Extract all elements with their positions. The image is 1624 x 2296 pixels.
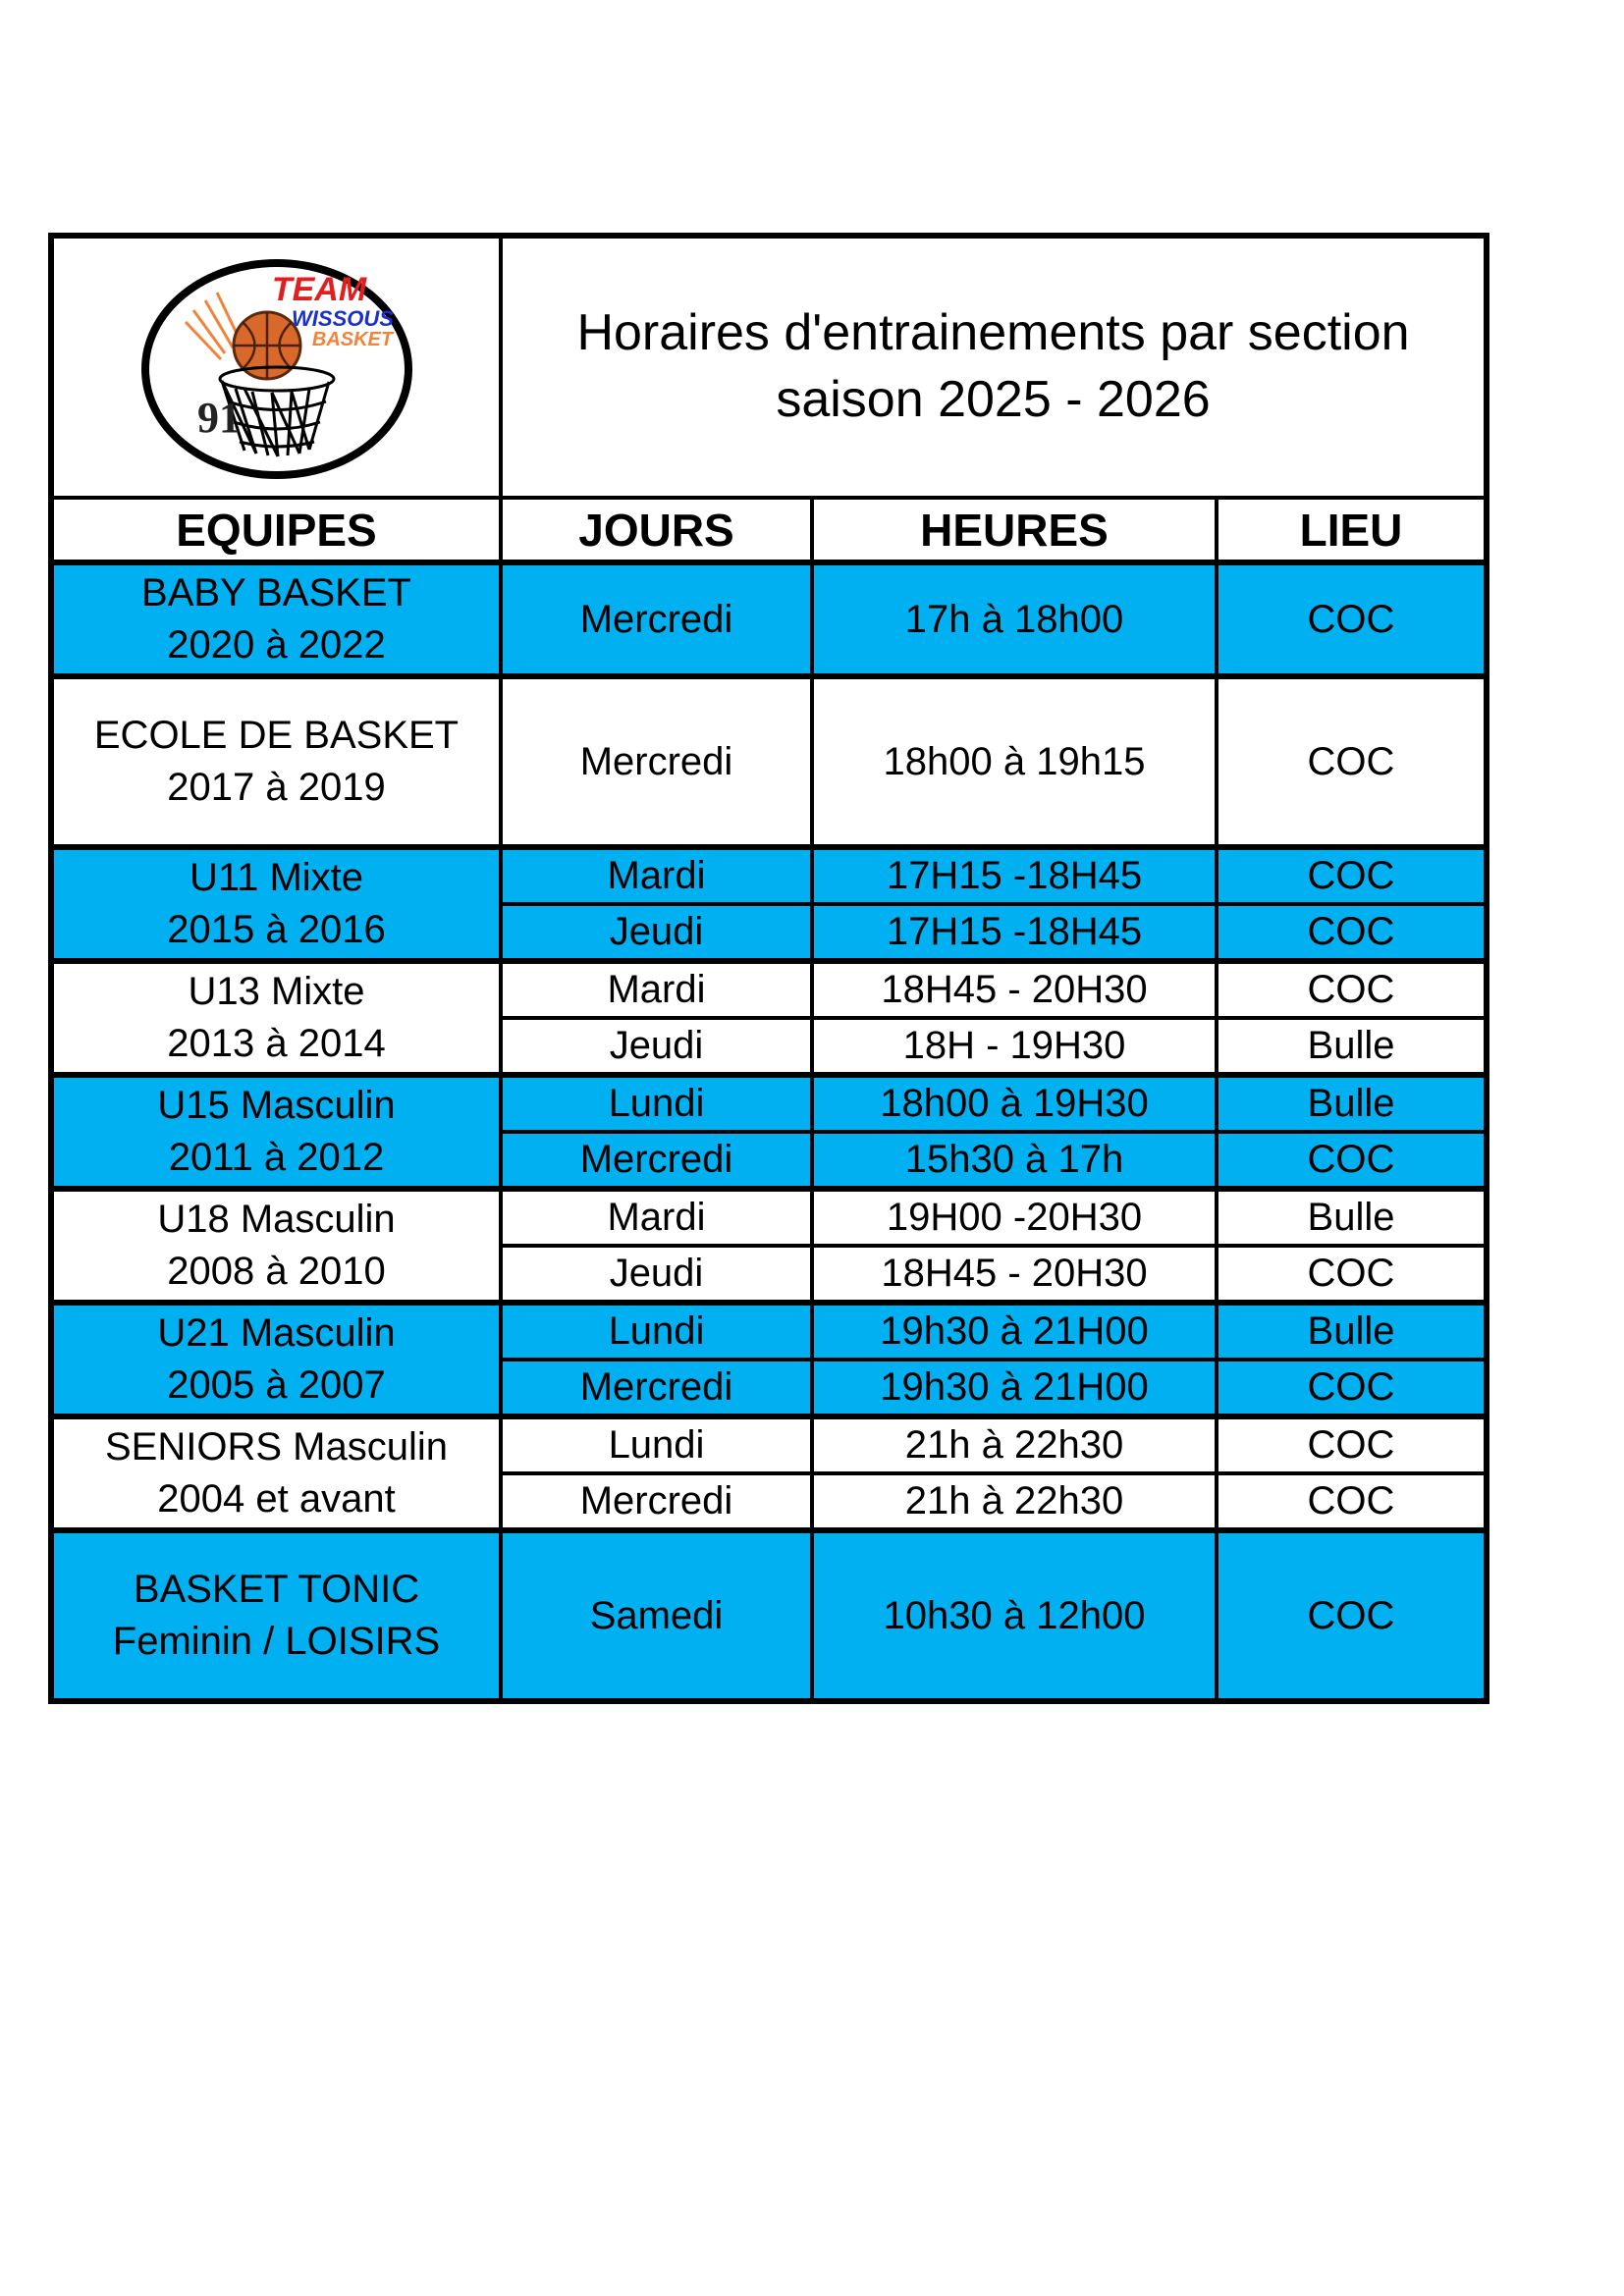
place-cell: COC	[1217, 961, 1487, 1018]
hours-cell: 18h00 à 19H30	[812, 1075, 1217, 1132]
team-years: 2008 à 2010	[167, 1250, 386, 1293]
title-cell	[501, 236, 1487, 498]
header-row	[51, 236, 1487, 498]
team-name: U11 Mixte	[189, 856, 364, 900]
page-title: Horaires d'entrainements par section	[576, 304, 1410, 362]
team-name: U21 Masculin	[157, 1311, 396, 1356]
table-row	[51, 676, 1487, 847]
place-cell: COC	[1217, 676, 1487, 847]
column-header-lieu: LIEU	[1217, 498, 1487, 562]
hours-cell: 19h30 à 21H00	[812, 1360, 1217, 1416]
team-name: BASKET TONIC	[133, 1568, 420, 1612]
table-row	[51, 562, 1487, 676]
table-row	[51, 1303, 1487, 1360]
team-years: 2004 et avant	[157, 1477, 396, 1521]
place-cell: COC	[1217, 904, 1487, 961]
team-years: 2011 à 2012	[168, 1136, 385, 1179]
hours-cell: 21h à 22h30	[812, 1473, 1217, 1530]
hours-cell: 19H00 -20H30	[812, 1189, 1217, 1246]
team-cell	[51, 847, 501, 961]
team-years: 2005 à 2007	[167, 1363, 386, 1407]
logo-club-text: WISSOUS	[291, 306, 394, 331]
team-name: SENIORS Masculin	[105, 1425, 448, 1469]
team-years: 2015 à 2016	[167, 908, 386, 951]
day-cell: Mercredi	[501, 676, 812, 847]
column-header-equipes: EQUIPES	[51, 498, 501, 562]
day-cell: Lundi	[501, 1303, 812, 1360]
team-years: 2020 à 2022	[167, 623, 386, 667]
day-cell: Mercredi	[501, 1132, 812, 1189]
place-cell: COC	[1217, 1360, 1487, 1416]
place-cell: COC	[1217, 1416, 1487, 1473]
logo-sport-text: BASKET	[311, 329, 393, 350]
team-cell	[51, 562, 501, 676]
team-name: U13 Mixte	[188, 970, 365, 1014]
team-cell	[51, 676, 501, 847]
team-cell	[51, 1416, 501, 1530]
hours-cell: 18H45 - 20H30	[812, 961, 1217, 1018]
hours-cell: 17H15 -18H45	[812, 904, 1217, 961]
place-cell: Bulle	[1217, 1189, 1487, 1246]
hours-cell: 17h à 18h00	[812, 562, 1217, 676]
day-cell: Lundi	[501, 1075, 812, 1132]
logo-team-text: TEAM	[271, 271, 366, 308]
day-cell: Mercredi	[501, 1360, 812, 1416]
hours-cell: 18H - 19H30	[812, 1018, 1217, 1075]
column-header-row	[51, 498, 1487, 562]
hours-cell: 18H45 - 20H30	[812, 1246, 1217, 1303]
hours-cell: 10h30 à 12h00	[812, 1530, 1217, 1701]
team-cell	[51, 1075, 501, 1189]
day-cell: Lundi	[501, 1416, 812, 1473]
table-row	[51, 1189, 1487, 1246]
team-name: U15 Masculin	[157, 1084, 396, 1128]
team-name: BABY BASKET	[141, 571, 411, 615]
hours-cell: 21h à 22h30	[812, 1416, 1217, 1473]
team-cell	[51, 1530, 501, 1701]
schedule-table	[48, 233, 1489, 1704]
hours-cell: 18h00 à 19h15	[812, 676, 1217, 847]
table-row	[51, 1416, 1487, 1473]
day-cell: Jeudi	[501, 1018, 812, 1075]
table-row	[51, 847, 1487, 904]
day-cell: Mardi	[501, 847, 812, 904]
team-cell	[51, 1303, 501, 1416]
day-cell: Jeudi	[501, 904, 812, 961]
day-cell: Mardi	[501, 1189, 812, 1246]
day-cell: Mardi	[501, 961, 812, 1018]
place-cell: COC	[1217, 562, 1487, 676]
hours-cell: 17H15 -18H45	[812, 847, 1217, 904]
column-header-jours: JOURS	[501, 498, 812, 562]
team-years: Feminin / LOISIRS	[112, 1620, 441, 1663]
logo-number-text: 91	[196, 394, 241, 442]
season-subtitle: saison 2025 - 2026	[776, 371, 1211, 428]
table-row	[51, 1075, 1487, 1132]
team-years: 2013 à 2014	[167, 1022, 386, 1065]
day-cell: Mercredi	[501, 1473, 812, 1530]
place-cell: COC	[1217, 847, 1487, 904]
hours-cell: 15h30 à 17h	[812, 1132, 1217, 1189]
place-cell: COC	[1217, 1132, 1487, 1189]
hours-cell: 19h30 à 21H00	[812, 1303, 1217, 1360]
column-header-heures: HEURES	[812, 498, 1217, 562]
team-name: ECOLE DE BASKET	[93, 714, 460, 758]
team-name: U18 Masculin	[157, 1198, 396, 1242]
place-cell: Bulle	[1217, 1303, 1487, 1360]
place-cell: Bulle	[1217, 1018, 1487, 1075]
day-cell: Mercredi	[501, 562, 812, 676]
table-row	[51, 961, 1487, 1018]
club-logo	[135, 249, 419, 485]
team-cell	[51, 1189, 501, 1303]
table-row	[51, 1530, 1487, 1701]
day-cell: Samedi	[501, 1530, 812, 1701]
place-cell: Bulle	[1217, 1075, 1487, 1132]
place-cell: COC	[1217, 1246, 1487, 1303]
place-cell: COC	[1217, 1530, 1487, 1701]
logo-cell	[51, 236, 501, 498]
team-cell	[51, 961, 501, 1075]
day-cell: Jeudi	[501, 1246, 812, 1303]
team-years: 2017 à 2019	[167, 766, 386, 809]
place-cell: COC	[1217, 1473, 1487, 1530]
